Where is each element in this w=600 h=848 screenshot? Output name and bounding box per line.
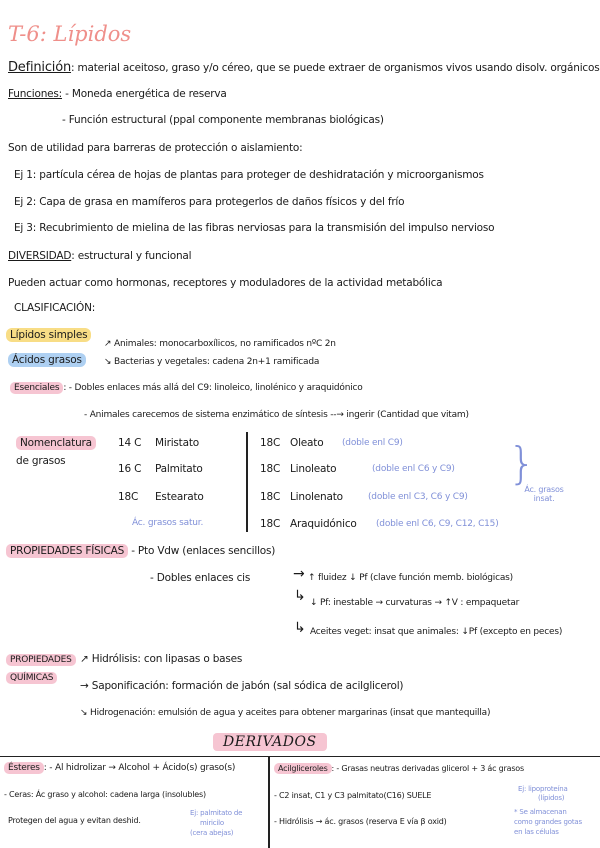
esteres-l3: Protegen del agua y evitan deshid. <box>8 816 141 825</box>
funcion-2: - Función estructural (ppal componente membranas biológicas) <box>62 114 384 126</box>
nomen-insat-label: Ác. grasos insat. <box>524 485 564 503</box>
bacterias-line: ↘ Bacterias y vegetales: cadena 2n+1 ramificada <box>104 357 320 367</box>
nomen-left-name-1: Palmitato <box>155 463 203 475</box>
nomen-left-name-2: Estearato <box>155 491 204 503</box>
funciones-line <box>8 88 227 100</box>
fisicas-fluidez: ↑ fluidez ↓ Pf (clave función memb. biológicas) <box>308 573 513 583</box>
esteres-l2: - Ceras: Ác graso y alcohol: cadena larga (insolubles) <box>4 790 206 799</box>
derivados-rule <box>0 756 600 757</box>
nomen-right-name-1: Linoleato <box>290 463 337 475</box>
acilgliceroles-line <box>274 764 524 773</box>
actuar-text: Pueden actuar como hormonas, receptores y moduladores de la actividad metabólica <box>8 277 443 289</box>
quimicas-label-2-text: QUÍMICAS <box>6 672 57 684</box>
esenciales-l2: - Animales carecemos de sistema enzimático de síntesis --→ ingerir (Cantidad que vitam) <box>84 410 469 420</box>
diversidad-label: DIVERSIDAD <box>8 250 72 262</box>
acidos-grasos <box>8 354 86 366</box>
nomen-satur-label: Ác. grasos satur. <box>132 518 204 528</box>
quimicas-label-1 <box>6 655 76 665</box>
barreras-intro: Son de utilidad para barreras de protección o aislamiento: <box>8 142 303 154</box>
clasificacion-heading: CLASIFICACIÓN: <box>14 302 96 314</box>
esenciales-line <box>10 383 363 393</box>
nomen-right-c-0: 18C <box>260 437 281 449</box>
fisicas-arrow-2: ↳ <box>294 588 306 604</box>
fisicas-p1: - Pto Vdw (enlaces sencillos) <box>131 545 276 557</box>
acilgliceroles-l3: - Hidrólisis → ác. grasos (reserva E vía β oxid) <box>274 817 447 826</box>
fisicas-label: PROPIEDADES FÍSICAS <box>6 544 128 558</box>
esenciales-label: Esenciales <box>10 382 63 394</box>
nomen-right-note-0: (doble enl C9) <box>342 438 403 448</box>
esteres-note-3: (cera abejas) <box>190 829 234 837</box>
nomen-right-c-1: 18C <box>260 463 281 475</box>
bacterias-text: Bacterias y vegetales: cadena 2n+1 ramificada <box>114 357 320 367</box>
nomenclatura-label-2: de grasos <box>16 455 66 467</box>
quimicas-label-1-text: PROPIEDADES <box>6 654 76 666</box>
animales-line: ↗ Animales: monocarboxílicos, no ramificados nºC 2n <box>104 339 336 349</box>
acil-note-5: en las células <box>514 828 559 836</box>
esenciales-l1: : - Dobles enlaces más allá del C9: linoleico, linolénico y araquidónico <box>63 383 363 393</box>
fisicas-pf: ↓ Pf: inestable → curvaturas → ↑V : empaquetar <box>310 598 520 608</box>
diversidad-text: : estructural y funcional <box>71 250 192 262</box>
insat-brace: } <box>508 438 536 489</box>
derivados-divider <box>268 756 270 848</box>
animales-text: Animales: monocarboxílicos, no ramificados nºC 2n <box>114 339 336 349</box>
nomenclatura-label-1 <box>16 437 96 449</box>
acilgliceroles-label: Acilgliceroles <box>274 763 332 774</box>
esteres-label: Ésteres <box>4 762 44 774</box>
esteres-note-2: miricilo <box>200 819 225 827</box>
ejemplo-3: Ej 3: Recubrimiento de mielina de las fibras nerviosas para la transmisión del impulso nervioso <box>14 222 495 234</box>
quimicas-h1-line: ↗ Hidrólisis: con lipasas o bases <box>80 653 243 665</box>
acilgliceroles-l2: - C2 insat, C1 y C3 palmitato(C16) SUELE <box>274 791 432 800</box>
esteres-l1: : - Al hidrolizar → Alcohol + Ácido(s) graso(s) <box>43 763 236 773</box>
definicion-line <box>8 60 600 75</box>
acil-note-1: Ej: lipoproteína <box>518 785 568 793</box>
quimicas-h1: Hidrólisis: con lipasas o bases <box>91 653 243 665</box>
quimicas-h2: Saponificación: formación de jabón (sal sódica de acilglicerol) <box>91 680 404 692</box>
esteres-line <box>4 763 235 773</box>
quimicas-label-2 <box>6 673 57 683</box>
nomen-right-note-3: (doble enl C6, C9, C12, C15) <box>376 519 499 529</box>
diversidad-line <box>8 250 191 262</box>
nomen-right-name-0: Oleato <box>290 437 324 449</box>
funcion-1: - Moneda energética de reserva <box>65 88 227 100</box>
nomen-left-c-2: 18C <box>118 491 139 503</box>
ejemplo-1: Ej 1: partícula cérea de hojas de plantas para proteger de deshidratación y microorganismos <box>14 169 484 181</box>
acil-note-4: como grandes gotas <box>514 818 582 826</box>
page-title: T-6: Lípidos <box>8 22 132 46</box>
quimicas-h2-line: → Saponificación: formación de jabón (sal sódica de acilglicerol) <box>80 680 404 692</box>
esteres-note-1: Ej: palmitato de <box>190 809 243 817</box>
nomen-right-name-2: Linolenato <box>290 491 343 503</box>
ejemplo-2: Ej 2: Capa de grasa en mamíferos para protegerlos de daños físicos y del frío <box>14 196 405 208</box>
quimicas-h3-line: ↘ Hidrogenación: emulsión de agua y aceites para obtener margarinas (insat que mantequilla) <box>80 708 491 718</box>
definicion-label: Definición <box>8 60 72 75</box>
fisicas-aceites: Aceites veget: insat que animales: ↓Pf (excepto en peces) <box>310 627 563 637</box>
nomenclatura-divider <box>246 432 248 532</box>
derivados-heading: DERIVADOS <box>213 733 327 751</box>
fisicas-arrow-3: ↳ <box>294 620 306 636</box>
nomenclatura-label-1-text: Nomenclatura <box>16 436 96 450</box>
acil-note-3: * Se almacenan <box>514 808 567 816</box>
acil-note-2: (lípidos) <box>538 794 565 802</box>
nomen-left-name-0: Miristato <box>155 437 199 449</box>
nomen-right-name-3: Araquidónico <box>290 518 357 530</box>
fisicas-p2: - Dobles enlaces cis <box>150 572 251 584</box>
lipidos-simples <box>6 329 91 341</box>
quimicas-h3: Hidrogenación: emulsión de agua y aceites para obtener margarinas (insat que mantequilla) <box>90 708 491 718</box>
acilgliceroles-l1: : - Grasas neutras derivadas glicerol + 3 ác grasos <box>331 764 524 773</box>
nomen-right-c-3: 18C <box>260 518 281 530</box>
nomen-right-note-2: (doble enl C3, C6 y C9) <box>368 492 468 502</box>
fisicas-arrow-1: → <box>293 566 305 582</box>
definicion-text: : material aceitoso, graso y/o céreo, que se puede extraer de organismos vivos usando disolv. orgánicos <box>71 62 600 74</box>
nomen-right-c-2: 18C <box>260 491 281 503</box>
funciones-label: Funciones: <box>8 88 63 100</box>
fisicas-line <box>6 545 275 557</box>
nomen-left-c-0: 14 C <box>118 437 142 449</box>
nomen-left-c-1: 16 C <box>118 463 142 475</box>
lipidos-simples-label: Lípidos simples <box>6 328 91 342</box>
acidos-grasos-label: Ácidos grasos <box>8 353 86 367</box>
nomen-right-note-1: (doble enl C6 y C9) <box>372 464 455 474</box>
